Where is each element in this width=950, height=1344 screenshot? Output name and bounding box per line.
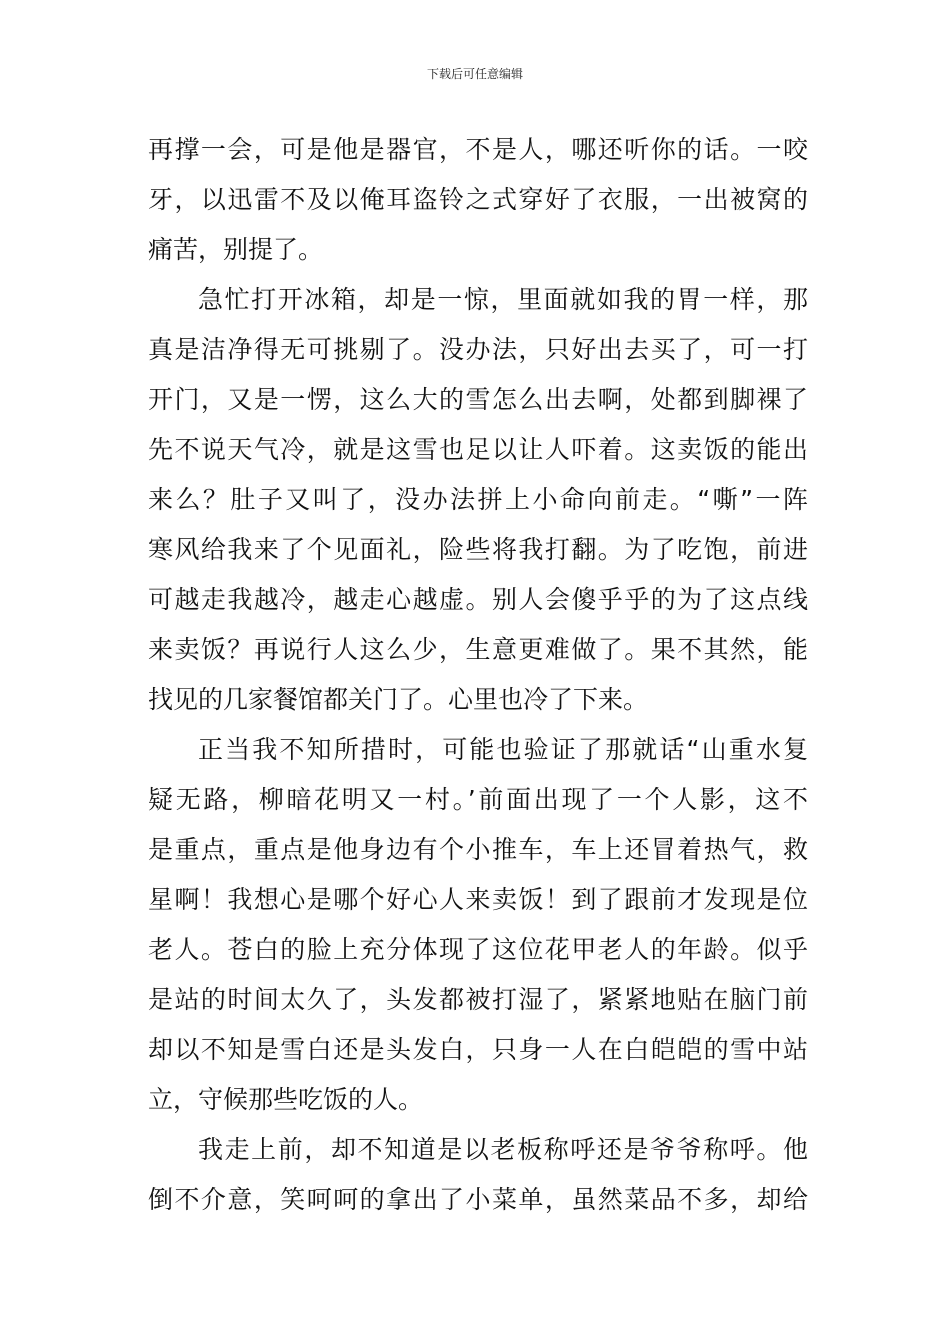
text-line: 却以不知是雪白还是头发白，只身一人在白皑皑的雪中站 — [148, 1035, 808, 1064]
text-line: 是站的时间太久了，头发都被打湿了，紧紧地贴在脑门前 — [148, 985, 808, 1014]
text-line: 疑无路，柳暗花明又一村。’前面出现了一个人影，这不 — [148, 785, 808, 814]
page-header: 下载后可任意编辑 — [426, 67, 523, 81]
text-line: 痛苦，别提了。 — [148, 235, 324, 264]
text-line: 老人。苍白的脸上充分体现了这位花甲老人的年龄。似乎 — [148, 935, 808, 964]
text-line: 我走上前，却不知道是以老板称呼还是爷爷称呼。他 — [198, 1135, 808, 1164]
text-line: 再撑一会，可是他是器官，不是人，哪还听你的话。一咬 — [148, 135, 808, 164]
text-line: 倒不介意，笑呵呵的拿出了小菜单，虽然菜品不多，却给 — [148, 1185, 808, 1214]
paragraph — [148, 125, 808, 275]
paragraph — [148, 725, 808, 1125]
text-line: 急忙打开冰箱，却是一惊，里面就如我的胃一样，那 — [198, 285, 808, 314]
text-line: 是重点，重点是他身边有个小推车，车上还冒着热气，救 — [148, 835, 808, 864]
text-line: 立，守候那些吃饭的人。 — [148, 1085, 424, 1114]
paragraph — [148, 1125, 808, 1225]
text-line: 正当我不知所措时，可能也验证了那就话“山重水复 — [198, 735, 808, 764]
body-text — [148, 125, 808, 1225]
text-line: 牙，以迅雷不及以俺耳盗铃之式穿好了衣服，一出被窝的 — [148, 185, 808, 214]
text-line: 来卖饭？再说行人这么少，生意更难做了。果不其然，能 — [148, 635, 808, 664]
text-line: 真是洁净得无可挑剔了。没办法，只好出去买了，可一打 — [148, 335, 808, 364]
text-line: 先不说天气冷，就是这雪也足以让人吓着。这卖饭的能出 — [148, 435, 808, 464]
text-line: 星啊！我想心是哪个好心人来卖饭！到了跟前才发现是位 — [148, 885, 808, 914]
text-line: 开门，又是一愣，这么大的雪怎么出去啊，处都到脚裸了 — [148, 385, 808, 414]
text-line: 寒风给我来了个见面礼，险些将我打翻。为了吃饱，前进 — [148, 535, 808, 564]
paragraph — [148, 275, 808, 725]
text-line: 找见的几家餐馆都关门了。心里也冷了下来。 — [148, 685, 649, 714]
text-line: 可越走我越冷，越走心越虚。别人会傻乎乎的为了这点线 — [148, 585, 808, 614]
text-line: 来么？肚子又叫了，没办法拼上小命向前走。“嘶”一阵 — [148, 485, 808, 514]
